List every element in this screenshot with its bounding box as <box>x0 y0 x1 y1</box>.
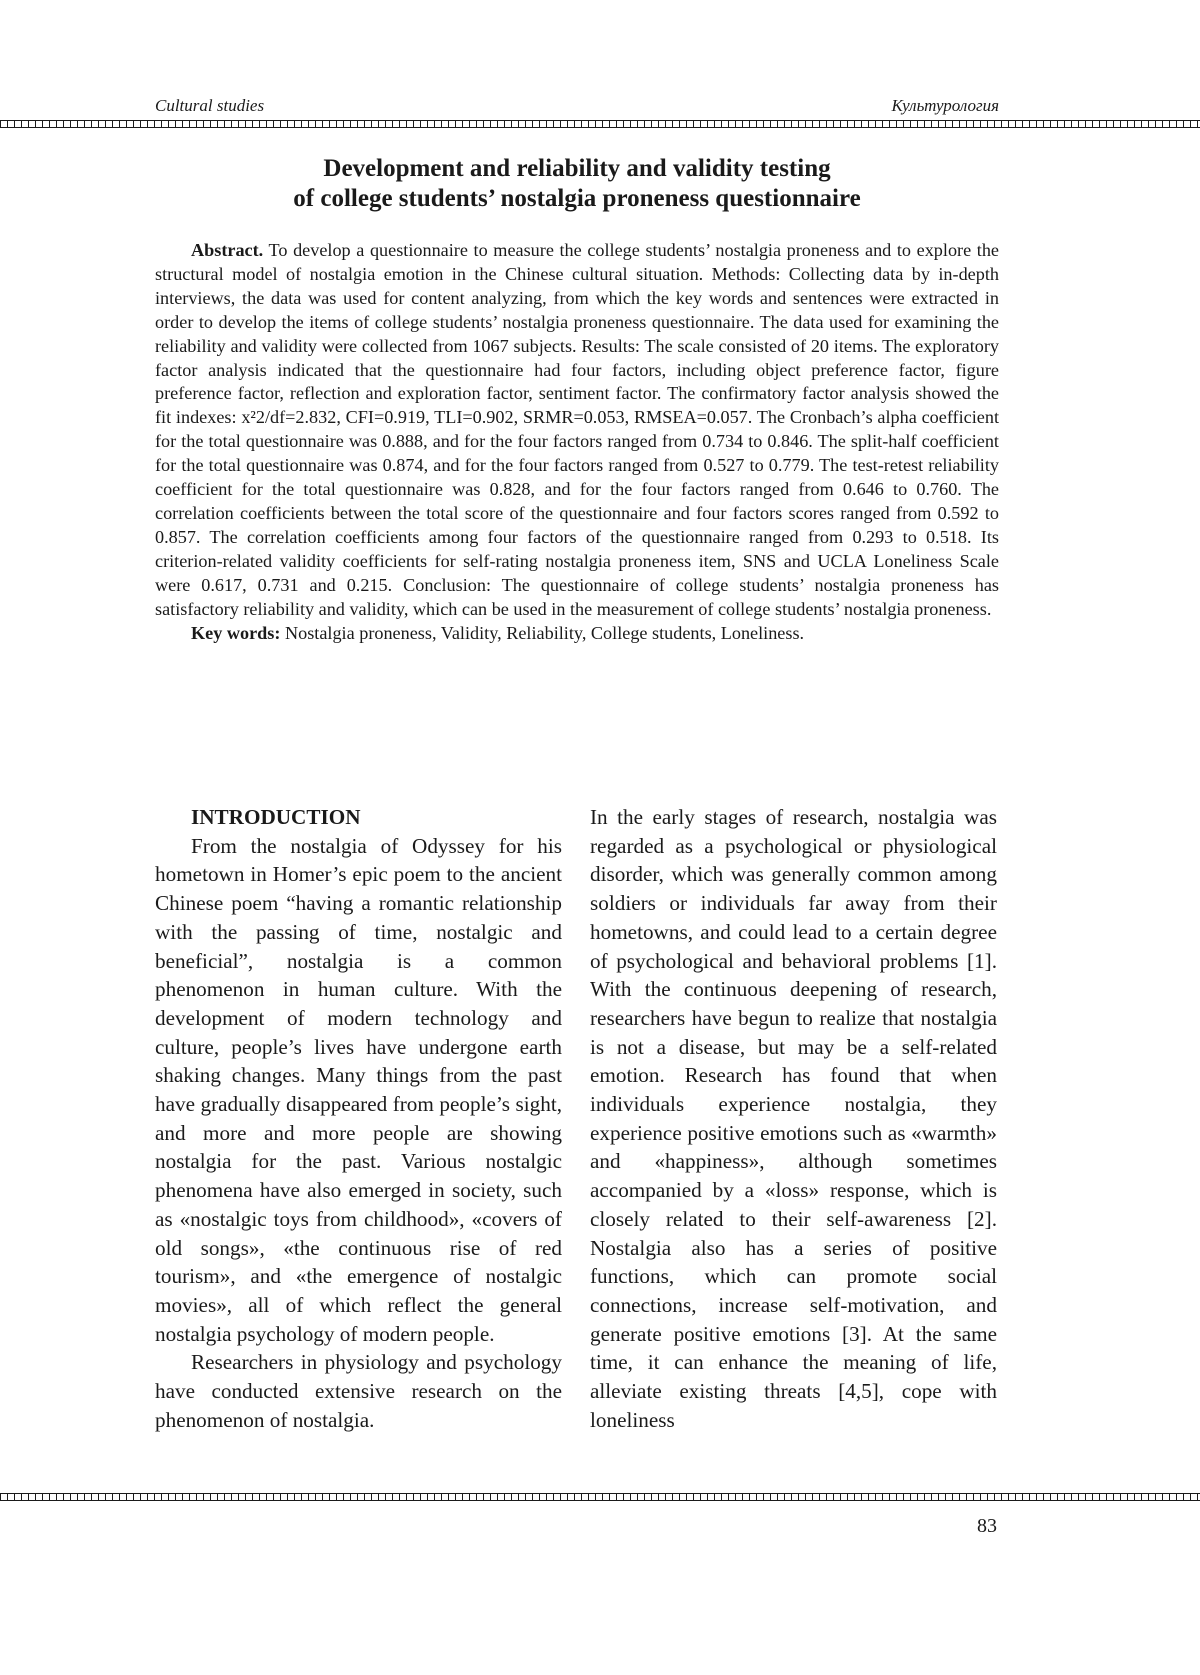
keywords-label: Key words: <box>191 622 281 643</box>
top-ornamental-rule <box>0 120 1200 128</box>
intro-paragraph-3: In the early stages of research, nostalgia was regarded as a psychological or physiological disorder, which was generally common among soldiers or individuals far away from their hometowns, and could lead to a certain degree of psychological and behavioral problems [1]. With the continuous deepening of research, researchers have begun to realize that nostalgia is not a disease, but may be a self-related emotion. Research has found that when individuals experience nostalgia, they experience positive emotions such as «warmth» and «happiness», although sometimes accompanied by a «loss» response, which is closely related to their self-awareness [2]. Nostalgia also has a series of positive functions, which can promote social connections, increase self-motivation, and generate positive emotions [3]. At the same time, it can enhance the meaning of life, alleviate existing threats [4,5], cope with loneliness <box>590 805 997 1432</box>
intro-paragraph-2: Researchers in physiology and psychology have conducted extensive research on the phenomenon of nostalgia. <box>155 1350 562 1432</box>
abstract-label: Abstract. <box>191 240 264 260</box>
section-heading-introduction: INTRODUCTION <box>191 805 361 829</box>
body-column-left <box>155 803 562 1434</box>
bottom-ornamental-rule <box>0 1493 1200 1501</box>
page-number: 83 <box>977 1515 997 1537</box>
title-line-1: Development and reliability and validity testing <box>323 155 831 182</box>
title-line-2: of college students’ nostalgia proneness questionnaire <box>293 185 861 212</box>
keywords-paragraph <box>155 622 999 646</box>
intro-paragraph-1: From the nostalgia of Odyssey for his hometown in Homer’s epic poem to the ancient Chinese poem “having a romantic relationship with the passing of time, nostalgic and beneficial”, nostalgia is a common phenomenon in human culture. With the development of modern technology and culture, people’s lives have undergone earth shaking changes. Many things from the past have gradually disappeared from people’s sight, and more and more people are showing nostalgia for the past. Various nostalgic phenomena have also emerged in society, such as «nostalgic toys from childhood», «covers of old songs», «the continuous rise of red tourism», and «the emergence of nostalgic movies», all of which reflect the general nostalgia psychology of modern people. <box>155 833 562 1346</box>
abstract-text: To develop a questionnaire to measure the college students’ nostalgia proneness and to explore the structural model of nostalgia emotion in the Chinese cultural situation. Methods: Collecting data by in-depth interviews, the data was used for content analyzing, from which the key words and sentences were extracted in order to develop the items of college students’ nostalgia proneness questionnaire. The data used for examining the reliability and validity were collected from 1067 subjects. Results: The scale consisted of 20 items. The exploratory factor analysis indicated that the questionnaire had four factors, including object preference factor, figure preference factor, reflection and exploration factor, sentiment factor. The confirmatory factor analysis showed the fit indexes: x²2/df=2.832, CFI=0.919, TLI=0.902, SRMR=0.053, RMSEA=0.057. The Cronbach’s alpha coefficient for the total questionnaire was 0.888, and for the four factors ranged from 0.734 to 0.846. The split-half coefficient for the total questionnaire was 0.874, and for the four factors ranged from 0.527 to 0.779. The test-retest reliability coefficient for the total questionnaire was 0.828, and for the four factors ranged from 0.646 to 0.760. The correlation coefficients between the total score of the questionnaire and four factors scores ranged from 0.592 to 0.857. The correlation coefficients among four factors of the questionnaire ranged from 0.293 to 0.518. Its criterion-related validity coefficients for self-rating nostalgia proneness item, SNS and UCLA Loneliness Scale were 0.617, 0.731 and 0.215. Conclusion: The questionnaire of college students’ nostalgia proneness has satisfactory reliability and validity, which can be used in the measurement of college students’ nostalgia proneness. <box>155 240 999 619</box>
keywords-text: Nostalgia proneness, Validity, Reliability, College students, Loneliness. <box>284 622 805 643</box>
running-header-right: Культурология <box>891 96 999 115</box>
abstract-block <box>155 239 999 645</box>
body-column-right <box>590 803 997 1434</box>
running-header-left: Cultural studies <box>155 96 265 115</box>
article-title <box>155 154 999 214</box>
abstract-paragraph <box>155 239 999 622</box>
running-header <box>155 96 999 116</box>
